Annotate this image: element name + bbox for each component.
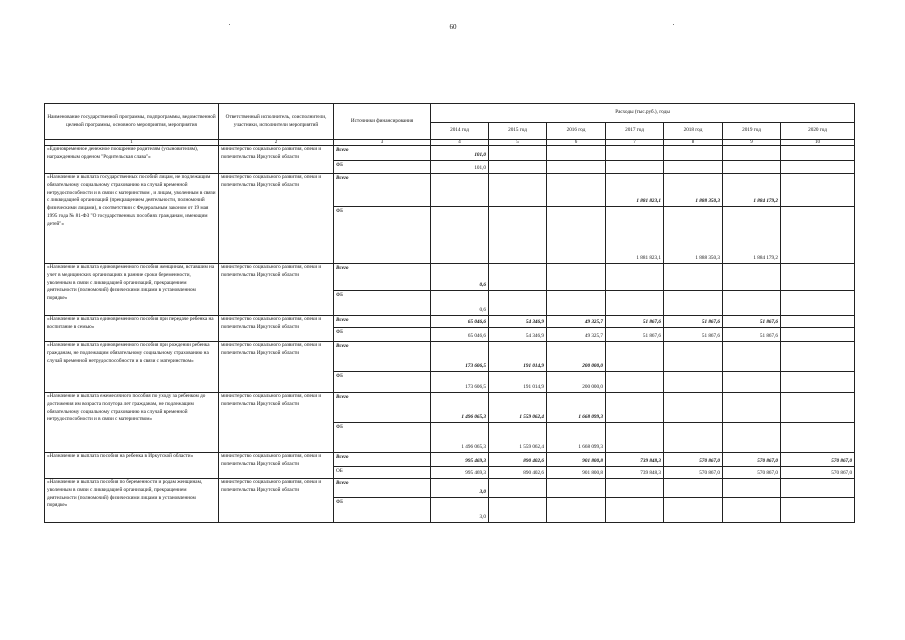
- fb-value-cell: 1 559 062,4: [489, 423, 547, 453]
- column-number: 10: [781, 140, 855, 146]
- fb-value-cell: 570 867,0: [664, 467, 723, 479]
- header-executor: Ответственный исполнитель, соисполнители, участники, исполнители мероприятий: [219, 104, 334, 140]
- total-value-cell: 1 881 823,1: [606, 174, 664, 207]
- fb-value-cell: 570 867,0: [781, 467, 855, 479]
- source-total-label: Всего: [334, 146, 431, 161]
- source-fb-label: ФБ: [334, 291, 431, 316]
- fb-value-cell: [781, 291, 855, 316]
- table-row: [45, 264, 855, 291]
- fb-value-cell: 1 888 350,3: [664, 207, 723, 264]
- source-fb-label: ФБ: [334, 498, 431, 523]
- fb-value-cell: [606, 423, 664, 453]
- measure-name: «Назначение и выплата единовременного пособия при рождении ребенка гражданам, не подлежащим обязательному социальному страхованию на случай временной нетрудоспособности и в связи с материнством»: [45, 342, 219, 393]
- total-value-cell: [547, 174, 606, 207]
- header-expenses: Расходы (тыс.руб.), годы: [431, 104, 855, 123]
- source-fb-label: ФБ: [334, 372, 431, 393]
- fb-value-cell: [606, 161, 664, 174]
- fb-value-cell: 901 800,8: [547, 467, 606, 479]
- fb-value-cell: [781, 207, 855, 264]
- total-value-cell: [489, 174, 547, 207]
- fb-value-cell: 49 325,7: [547, 328, 606, 342]
- fb-value-cell: 173 606,5: [431, 372, 489, 393]
- total-value-cell: [781, 342, 855, 372]
- total-value-cell: 51 867,6: [723, 316, 781, 328]
- fb-value-cell: [664, 423, 723, 453]
- table-row: [45, 393, 855, 423]
- measure-name: «Единовременное денежное поощрение родителям (усыновителям), награжденным орденом "Родительская слава"»: [45, 146, 219, 174]
- fb-value-cell: 54 346,9: [489, 328, 547, 342]
- fb-value-cell: [781, 423, 855, 453]
- measure-name: «Назначение и выплата ежемесячного пособия по уходу за ребенком до достижения им возраста полутора лет гражданам, не подлежащим обязательному социальному страхованию на случай временной нетрудоспособности и в связи с материнством»: [45, 393, 219, 453]
- total-value-cell: 101,0: [431, 146, 489, 161]
- executor: министерство социального развития, опеки и попечительства Иркутской области: [219, 264, 334, 316]
- total-value-cell: [606, 393, 664, 423]
- fb-value-cell: [781, 328, 855, 342]
- fb-value-cell: [723, 291, 781, 316]
- source-total-label: Всего: [334, 316, 431, 328]
- total-value-cell: 739 848,3: [606, 453, 664, 467]
- total-value-cell: [664, 264, 723, 291]
- total-value-cell: 1 888 350,3: [664, 174, 723, 207]
- fb-value-cell: 0,6: [431, 291, 489, 316]
- measure-name: «Назначение и выплата пособия на ребенка в Иркутской области»: [45, 453, 219, 479]
- total-value-cell: [489, 479, 547, 498]
- fb-value-cell: 995 469,3: [431, 467, 489, 479]
- total-value-cell: [489, 264, 547, 291]
- column-number: 2: [219, 140, 334, 146]
- fb-value-cell: 890 402,6: [489, 467, 547, 479]
- executor: министерство социального развития, опеки и попечительства Иркутской области: [219, 342, 334, 393]
- total-value-cell: 3,0: [431, 479, 489, 498]
- measure-name: «Назначение и выплата государственных пособий лицам, не подлежащим обязательному социальному страхованию на случай временной нетрудоспособности и в связи с материнством , и лицам, уволенным в связи с ликвидацией организаций (прекращением деятельности, полномочий физическими лицами), в соответствии с Федеральным законом от 19 мая 1995 года № 81-ФЗ "О государственных пособиях гражданам, имеющим детей"»: [45, 174, 219, 264]
- fb-value-cell: [431, 207, 489, 264]
- fb-value-cell: [664, 372, 723, 393]
- source-total-label: Всего: [334, 264, 431, 291]
- total-value-cell: [781, 393, 855, 423]
- total-value-cell: [606, 146, 664, 161]
- total-value-cell: 65 046,6: [431, 316, 489, 328]
- fb-value-cell: [547, 207, 606, 264]
- fb-value-cell: [489, 291, 547, 316]
- total-value-cell: 995 469,3: [431, 453, 489, 467]
- total-value-cell: [723, 342, 781, 372]
- fb-value-cell: 51 867,6: [664, 328, 723, 342]
- total-value-cell: [723, 479, 781, 498]
- source-total-label: Всего: [334, 453, 431, 467]
- fb-value-cell: 739 848,3: [606, 467, 664, 479]
- fb-value-cell: [723, 161, 781, 174]
- source-fb-label: ФБ: [334, 328, 431, 342]
- header-year: 2014 год: [431, 123, 489, 140]
- fb-value-cell: [664, 498, 723, 523]
- total-value-cell: [723, 393, 781, 423]
- table-header: [45, 104, 855, 146]
- total-value-cell: 570 867,0: [723, 453, 781, 467]
- header-year: 2019 год: [723, 123, 781, 140]
- table-row: [45, 174, 855, 207]
- table-body: [45, 146, 855, 523]
- measure-name: «Назначение и выплата единовременного пособия женщинам, вставшим на учет в медицинских организациях в ранние сроки беременности, уволенным в связи с ликвидацией организаций, прекращением деятельности (полномочий) физическими лицами в установленном порядке»: [45, 264, 219, 316]
- fb-value-cell: 65 046,6: [431, 328, 489, 342]
- source-fb-label: ФБ: [334, 423, 431, 453]
- total-value-cell: [606, 342, 664, 372]
- measure-name: «Назначение и выплата пособия по беременности и родам женщинам, уволенным в связи с ликвидацией организаций, прекращением деятельности (полномочий) физическими лицами в установленном порядке»: [45, 479, 219, 523]
- executor: министерство социального развития, опеки и попечительства Иркутской области: [219, 316, 334, 342]
- total-value-cell: 1 559 062,4: [489, 393, 547, 423]
- total-value-cell: [547, 146, 606, 161]
- fb-value-cell: [489, 207, 547, 264]
- total-value-cell: [664, 342, 723, 372]
- fb-value-cell: 101,0: [431, 161, 489, 174]
- fb-value-cell: [489, 498, 547, 523]
- fb-value-cell: [781, 498, 855, 523]
- total-value-cell: [664, 393, 723, 423]
- header-year: 2015 год: [489, 123, 547, 140]
- executor: министерство социального развития, опеки и попечительства Иркутской области: [219, 393, 334, 453]
- scan-mark: [673, 24, 674, 25]
- executor: министерство социального развития, опеки и попечительства Иркутской области: [219, 146, 334, 174]
- total-value-cell: [606, 264, 664, 291]
- table-row: [45, 146, 855, 161]
- measure-name: «Назначение и выплата единовременного пособия при передаче ребенка на воспитание в семью»: [45, 316, 219, 342]
- scan-mark: [229, 24, 230, 25]
- total-value-cell: [723, 146, 781, 161]
- total-value-cell: 890 402,6: [489, 453, 547, 467]
- source-total-label: Всего: [334, 174, 431, 207]
- total-value-cell: 1 668 099,3: [547, 393, 606, 423]
- table-row: [45, 316, 855, 328]
- header-name: Наименование государственной программы, подпрограммы, ведомственной целевой программы, основного мероприятия, мероприятия: [45, 104, 219, 140]
- fb-value-cell: 1 881 823,1: [606, 207, 664, 264]
- fb-value-cell: 51 867,6: [723, 328, 781, 342]
- table-row: [45, 479, 855, 498]
- executor: министерство социального развития, опеки и попечительства Иркутской области: [219, 453, 334, 479]
- executor: министерство социального развития, опеки и попечительства Иркутской области: [219, 479, 334, 523]
- total-value-cell: 570 867,0: [664, 453, 723, 467]
- fb-value-cell: [664, 161, 723, 174]
- fb-value-cell: [606, 372, 664, 393]
- fb-value-cell: 1 496 065,3: [431, 423, 489, 453]
- column-number: 3: [334, 140, 431, 146]
- source-total-label: Всего: [334, 342, 431, 372]
- fb-value-cell: 1 668 099,3: [547, 423, 606, 453]
- header-year: 2020 год: [781, 123, 855, 140]
- fb-value-cell: [723, 423, 781, 453]
- source-fb-label: ОБ: [334, 467, 431, 479]
- fb-value-cell: [547, 291, 606, 316]
- executor: министерство социального развития, опеки и попечительства Иркутской области: [219, 174, 334, 264]
- total-value-cell: 901 800,8: [547, 453, 606, 467]
- total-value-cell: 1 884 179,2: [723, 174, 781, 207]
- total-value-cell: 200 000,0: [547, 342, 606, 372]
- source-fb-label: ФБ: [334, 161, 431, 174]
- source-fb-label: ФБ: [334, 207, 431, 264]
- header-year: 2018 год: [664, 123, 723, 140]
- fb-value-cell: 51 867,6: [606, 328, 664, 342]
- expenses-table: [44, 103, 855, 523]
- total-value-cell: 51 867,6: [664, 316, 723, 328]
- header-source: Источники финансирования: [334, 104, 431, 140]
- fb-value-cell: [664, 291, 723, 316]
- column-number: 1: [45, 140, 219, 146]
- total-value-cell: 0,6: [431, 264, 489, 291]
- column-number: 7: [606, 140, 664, 146]
- total-value-cell: 191 014,9: [489, 342, 547, 372]
- total-value-cell: [431, 174, 489, 207]
- total-value-cell: 173 606,5: [431, 342, 489, 372]
- table-row: [45, 453, 855, 467]
- total-value-cell: [781, 479, 855, 498]
- fb-value-cell: 1 884 179,2: [723, 207, 781, 264]
- fb-value-cell: [606, 291, 664, 316]
- fb-value-cell: [723, 498, 781, 523]
- fb-value-cell: 200 000,0: [547, 372, 606, 393]
- column-number: 4: [431, 140, 489, 146]
- total-value-cell: [781, 264, 855, 291]
- fb-value-cell: [489, 161, 547, 174]
- fb-value-cell: 191 014,9: [489, 372, 547, 393]
- page-number: 60: [449, 23, 457, 31]
- fb-value-cell: [606, 498, 664, 523]
- source-total-label: Всего: [334, 393, 431, 423]
- column-number: 8: [664, 140, 723, 146]
- fb-value-cell: [781, 372, 855, 393]
- total-value-cell: [489, 146, 547, 161]
- fb-value-cell: 570 867,0: [723, 467, 781, 479]
- total-value-cell: [664, 146, 723, 161]
- total-value-cell: 54 346,9: [489, 316, 547, 328]
- table-row: [45, 342, 855, 372]
- fb-value-cell: 3,0: [431, 498, 489, 523]
- source-total-label: Всего: [334, 479, 431, 498]
- column-number: 5: [489, 140, 547, 146]
- total-value-cell: 51 867,6: [606, 316, 664, 328]
- fb-value-cell: [723, 372, 781, 393]
- total-value-cell: [723, 264, 781, 291]
- column-number: 9: [723, 140, 781, 146]
- total-value-cell: [781, 146, 855, 161]
- total-value-cell: 1 496 065,3: [431, 393, 489, 423]
- total-value-cell: 570 867,0: [781, 453, 855, 467]
- column-number: 6: [547, 140, 606, 146]
- total-value-cell: [547, 264, 606, 291]
- header-year: 2017 год: [606, 123, 664, 140]
- fb-value-cell: [781, 161, 855, 174]
- total-value-cell: [606, 479, 664, 498]
- fb-value-cell: [547, 161, 606, 174]
- total-value-cell: [664, 479, 723, 498]
- total-value-cell: [781, 174, 855, 207]
- total-value-cell: [781, 316, 855, 328]
- total-value-cell: 49 325,7: [547, 316, 606, 328]
- total-value-cell: [547, 479, 606, 498]
- header-year: 2016 год: [547, 123, 606, 140]
- fb-value-cell: [547, 498, 606, 523]
